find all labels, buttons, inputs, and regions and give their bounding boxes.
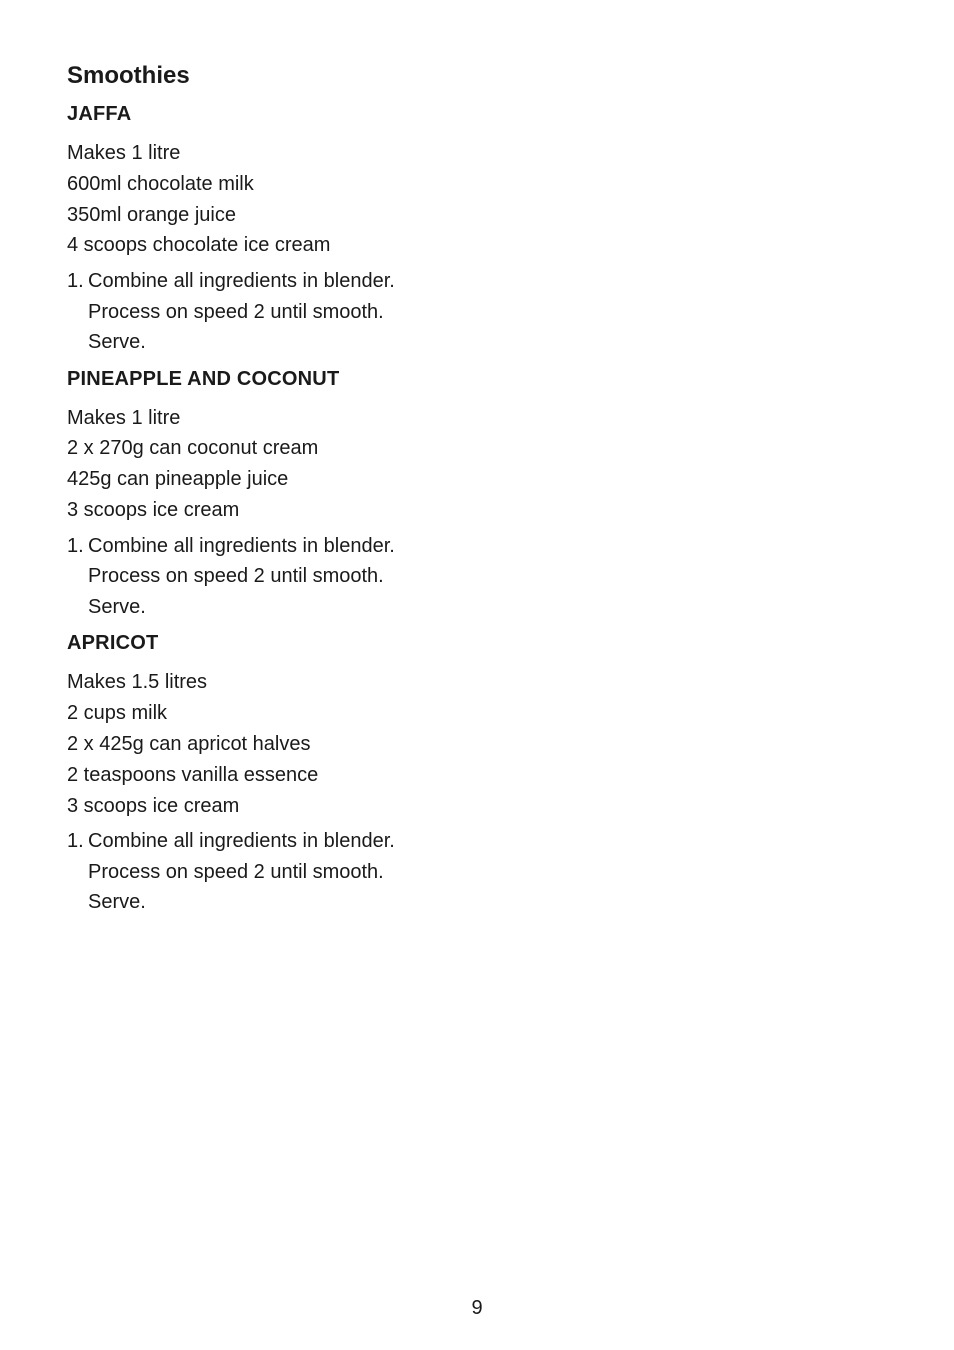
- ingredient-item: Makes 1 litre: [67, 142, 181, 164]
- ingredient-list: [67, 403, 487, 526]
- recipe-title: APRICOT: [67, 632, 159, 655]
- step-text: Combine all ingredients in blender. Process on speed 2 until smooth. Serve.: [88, 534, 395, 618]
- ingredient-item: 2 cups milk: [67, 702, 168, 725]
- method-step: [67, 266, 487, 358]
- step-number: 1.: [67, 830, 84, 853]
- ingredient-item: 600ml chocolate milk: [67, 172, 254, 195]
- method-step: [67, 531, 487, 623]
- section-title: Smoothies: [67, 62, 190, 89]
- recipe-pineapple-coconut: [67, 359, 487, 623]
- ingredient-item: 3 scoops ice cream: [67, 499, 240, 522]
- method-steps: [67, 531, 487, 623]
- ingredient-list: [67, 138, 487, 261]
- step-text: Combine all ingredients in blender. Process on speed 2 until smooth. Serve.: [88, 830, 395, 914]
- ingredient-item: 425g can pineapple juice: [67, 468, 289, 491]
- method-step: [67, 826, 487, 918]
- ingredient-item: Makes 1 litre: [67, 406, 181, 429]
- ingredient-item: 350ml orange juice: [67, 203, 236, 226]
- step-number: 1.: [67, 534, 84, 557]
- ingredient-list: [67, 667, 487, 821]
- ingredient-item: 2 teaspoons vanilla essence: [67, 763, 319, 786]
- ingredient-item: 2 x 270g can coconut cream: [67, 437, 319, 460]
- ingredient-item: 3 scoops ice cream: [67, 794, 240, 817]
- page-content: [67, 58, 487, 918]
- recipe-title: JAFFA: [67, 103, 132, 125]
- recipe-title: PINEAPPLE AND COCONUT: [67, 367, 340, 390]
- step-number: 1.: [67, 270, 84, 293]
- ingredient-item: Makes 1.5 litres: [67, 671, 208, 694]
- ingredient-item: 4 scoops chocolate ice cream: [67, 234, 331, 257]
- method-steps: [67, 826, 487, 918]
- recipe-jaffa: [67, 94, 487, 358]
- step-text: Combine all ingredients in blender. Process on speed 2 until smooth. Serve.: [88, 270, 395, 354]
- method-steps: [67, 266, 487, 358]
- ingredient-item: 2 x 425g can apricot halves: [67, 732, 311, 755]
- page-number: 9: [471, 1297, 483, 1319]
- recipe-apricot: [67, 623, 487, 917]
